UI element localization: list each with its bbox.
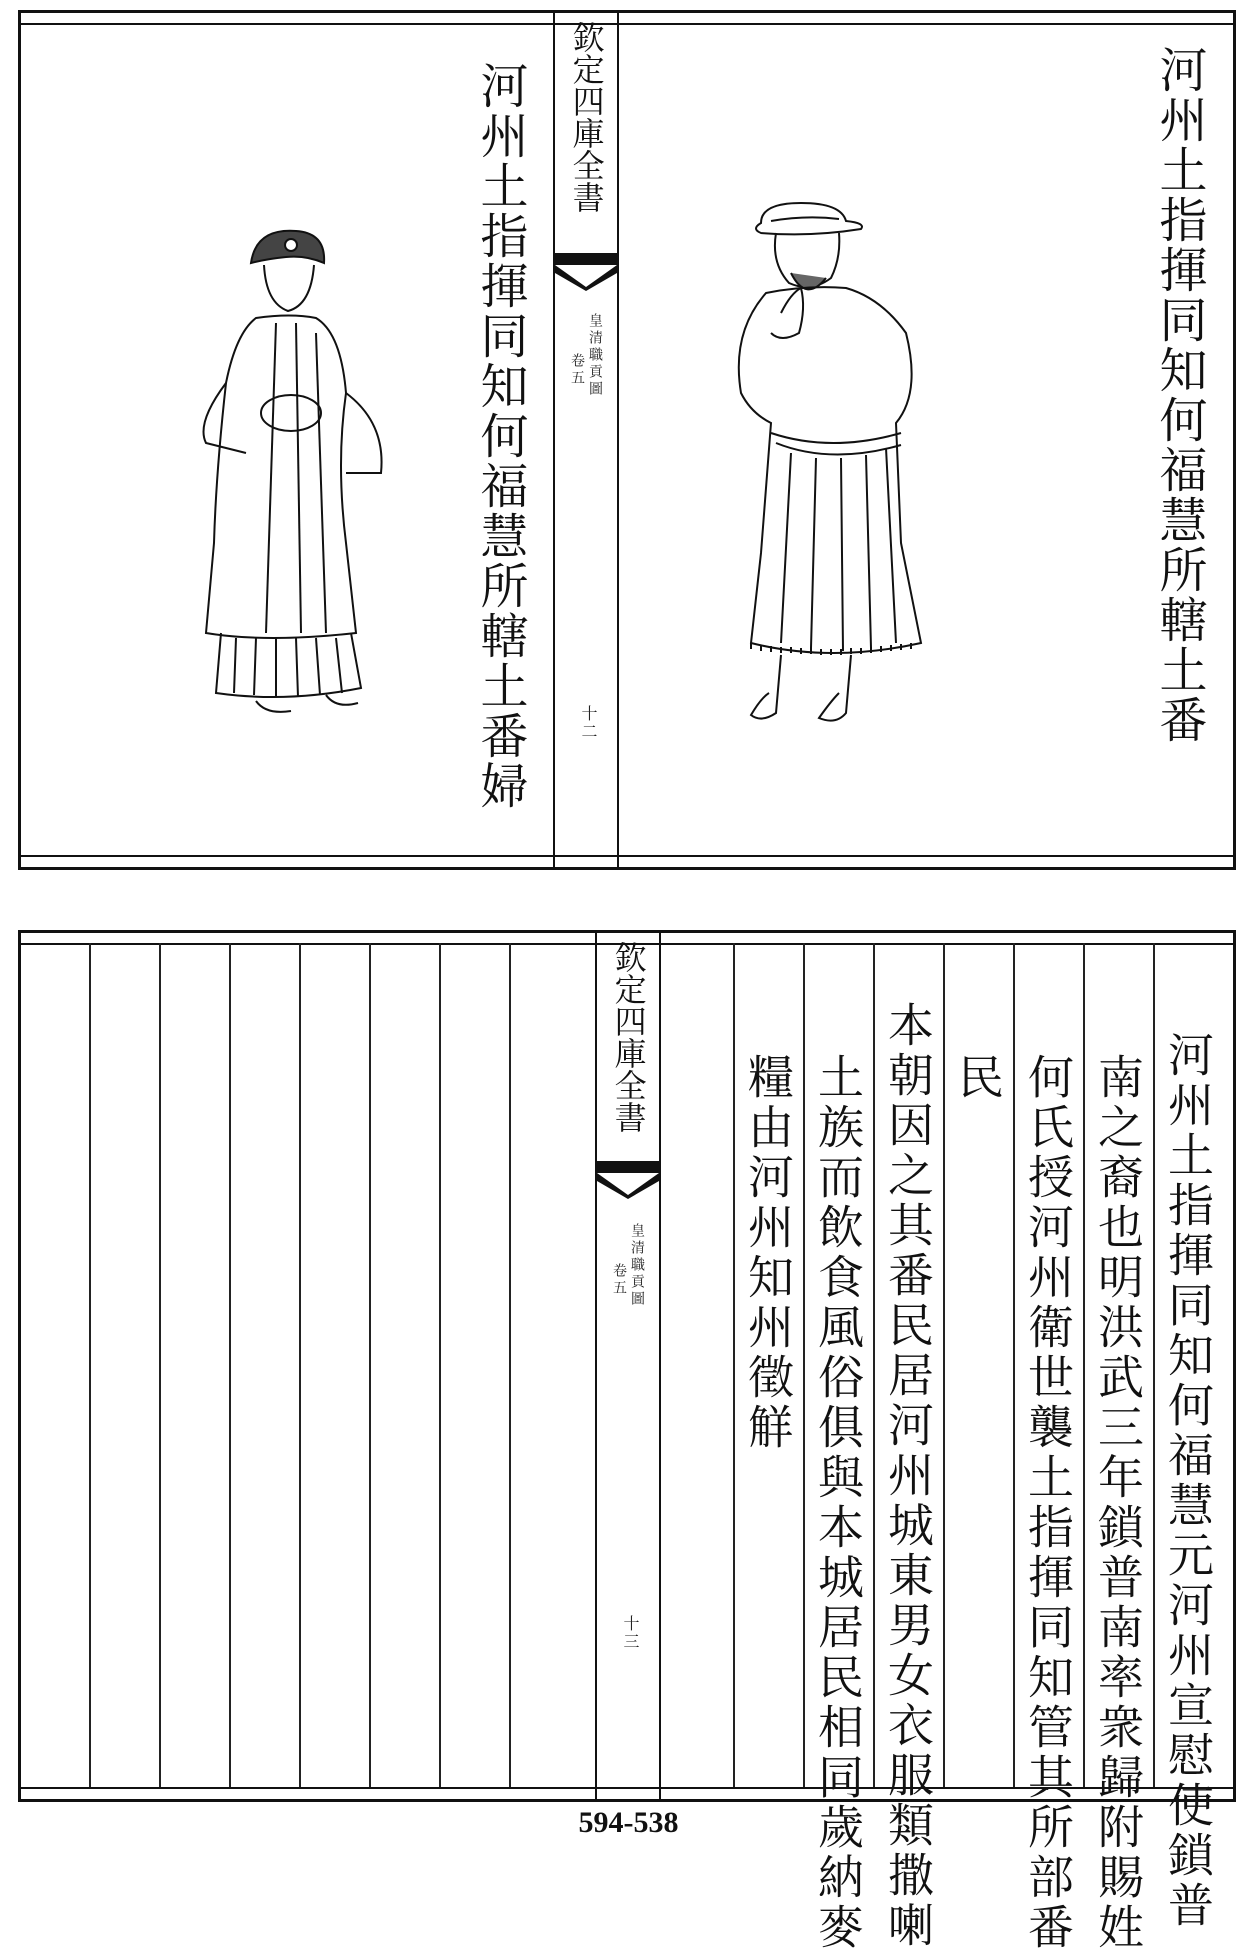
leaf-number: 十三 xyxy=(621,1615,640,1651)
column-rule xyxy=(509,943,511,1789)
illustration-page xyxy=(18,10,1236,870)
fish-tail-mark xyxy=(555,253,617,291)
column-rule xyxy=(943,943,945,1789)
collection-title: 欽定四庫全書 xyxy=(567,21,606,213)
text-column-5: 本朝因之其番民居河州城東男女衣服類撒喇 xyxy=(881,1001,935,1951)
text-column-6: 土族而飲食風俗俱與本城居民相同歲納麥 xyxy=(811,1053,865,1953)
male-figure-illustration xyxy=(721,193,981,753)
center-column xyxy=(553,13,619,867)
volume-label: 卷五 xyxy=(569,353,585,387)
female-figure-illustration xyxy=(196,223,436,783)
center-column xyxy=(595,933,661,1799)
bottom-border-rule xyxy=(21,855,1233,857)
column-rule xyxy=(439,943,441,1789)
top-border-rule xyxy=(21,23,1233,25)
column-rule xyxy=(369,943,371,1789)
column-rule xyxy=(733,943,735,1789)
column-rule xyxy=(1083,943,1085,1789)
text-column-2: 南之裔也明洪武三年鎖普南率衆歸附賜姓 xyxy=(1091,1053,1145,1953)
column-rule xyxy=(1153,943,1155,1789)
text-column-1: 河州土指揮同知何福慧元河州宣慰使鎖普 xyxy=(1161,1031,1215,1931)
book-title: 皇清職貢圖 xyxy=(587,313,603,398)
text-column-4: 民 xyxy=(951,1053,1005,1103)
caption-left: 河州土指揮同知何福慧所轄土番婦 xyxy=(472,61,528,811)
column-rule xyxy=(803,943,805,1789)
fish-tail-mark xyxy=(597,1161,659,1199)
column-rule xyxy=(159,943,161,1789)
column-rule xyxy=(229,943,231,1789)
column-rule xyxy=(1013,943,1015,1789)
leaf-number: 十二 xyxy=(579,705,598,741)
bottom-border-rule xyxy=(21,1787,1233,1789)
book-title: 皇清職貢圖 xyxy=(629,1223,645,1308)
caption-right: 河州土指揮同知何福慧所轄土番 xyxy=(1151,45,1207,745)
text-column-7: 糧由河州知州徵觧 xyxy=(741,1053,795,1453)
column-rule xyxy=(89,943,91,1789)
column-rule xyxy=(299,943,301,1789)
collection-title: 欽定四庫全書 xyxy=(609,941,648,1133)
page-code: 594-538 xyxy=(578,1806,679,1839)
volume-label: 卷五 xyxy=(611,1263,627,1297)
column-rule xyxy=(873,943,875,1789)
text-column-3: 何氏授河州衛世襲土指揮同知管其所部番 xyxy=(1021,1053,1075,1953)
